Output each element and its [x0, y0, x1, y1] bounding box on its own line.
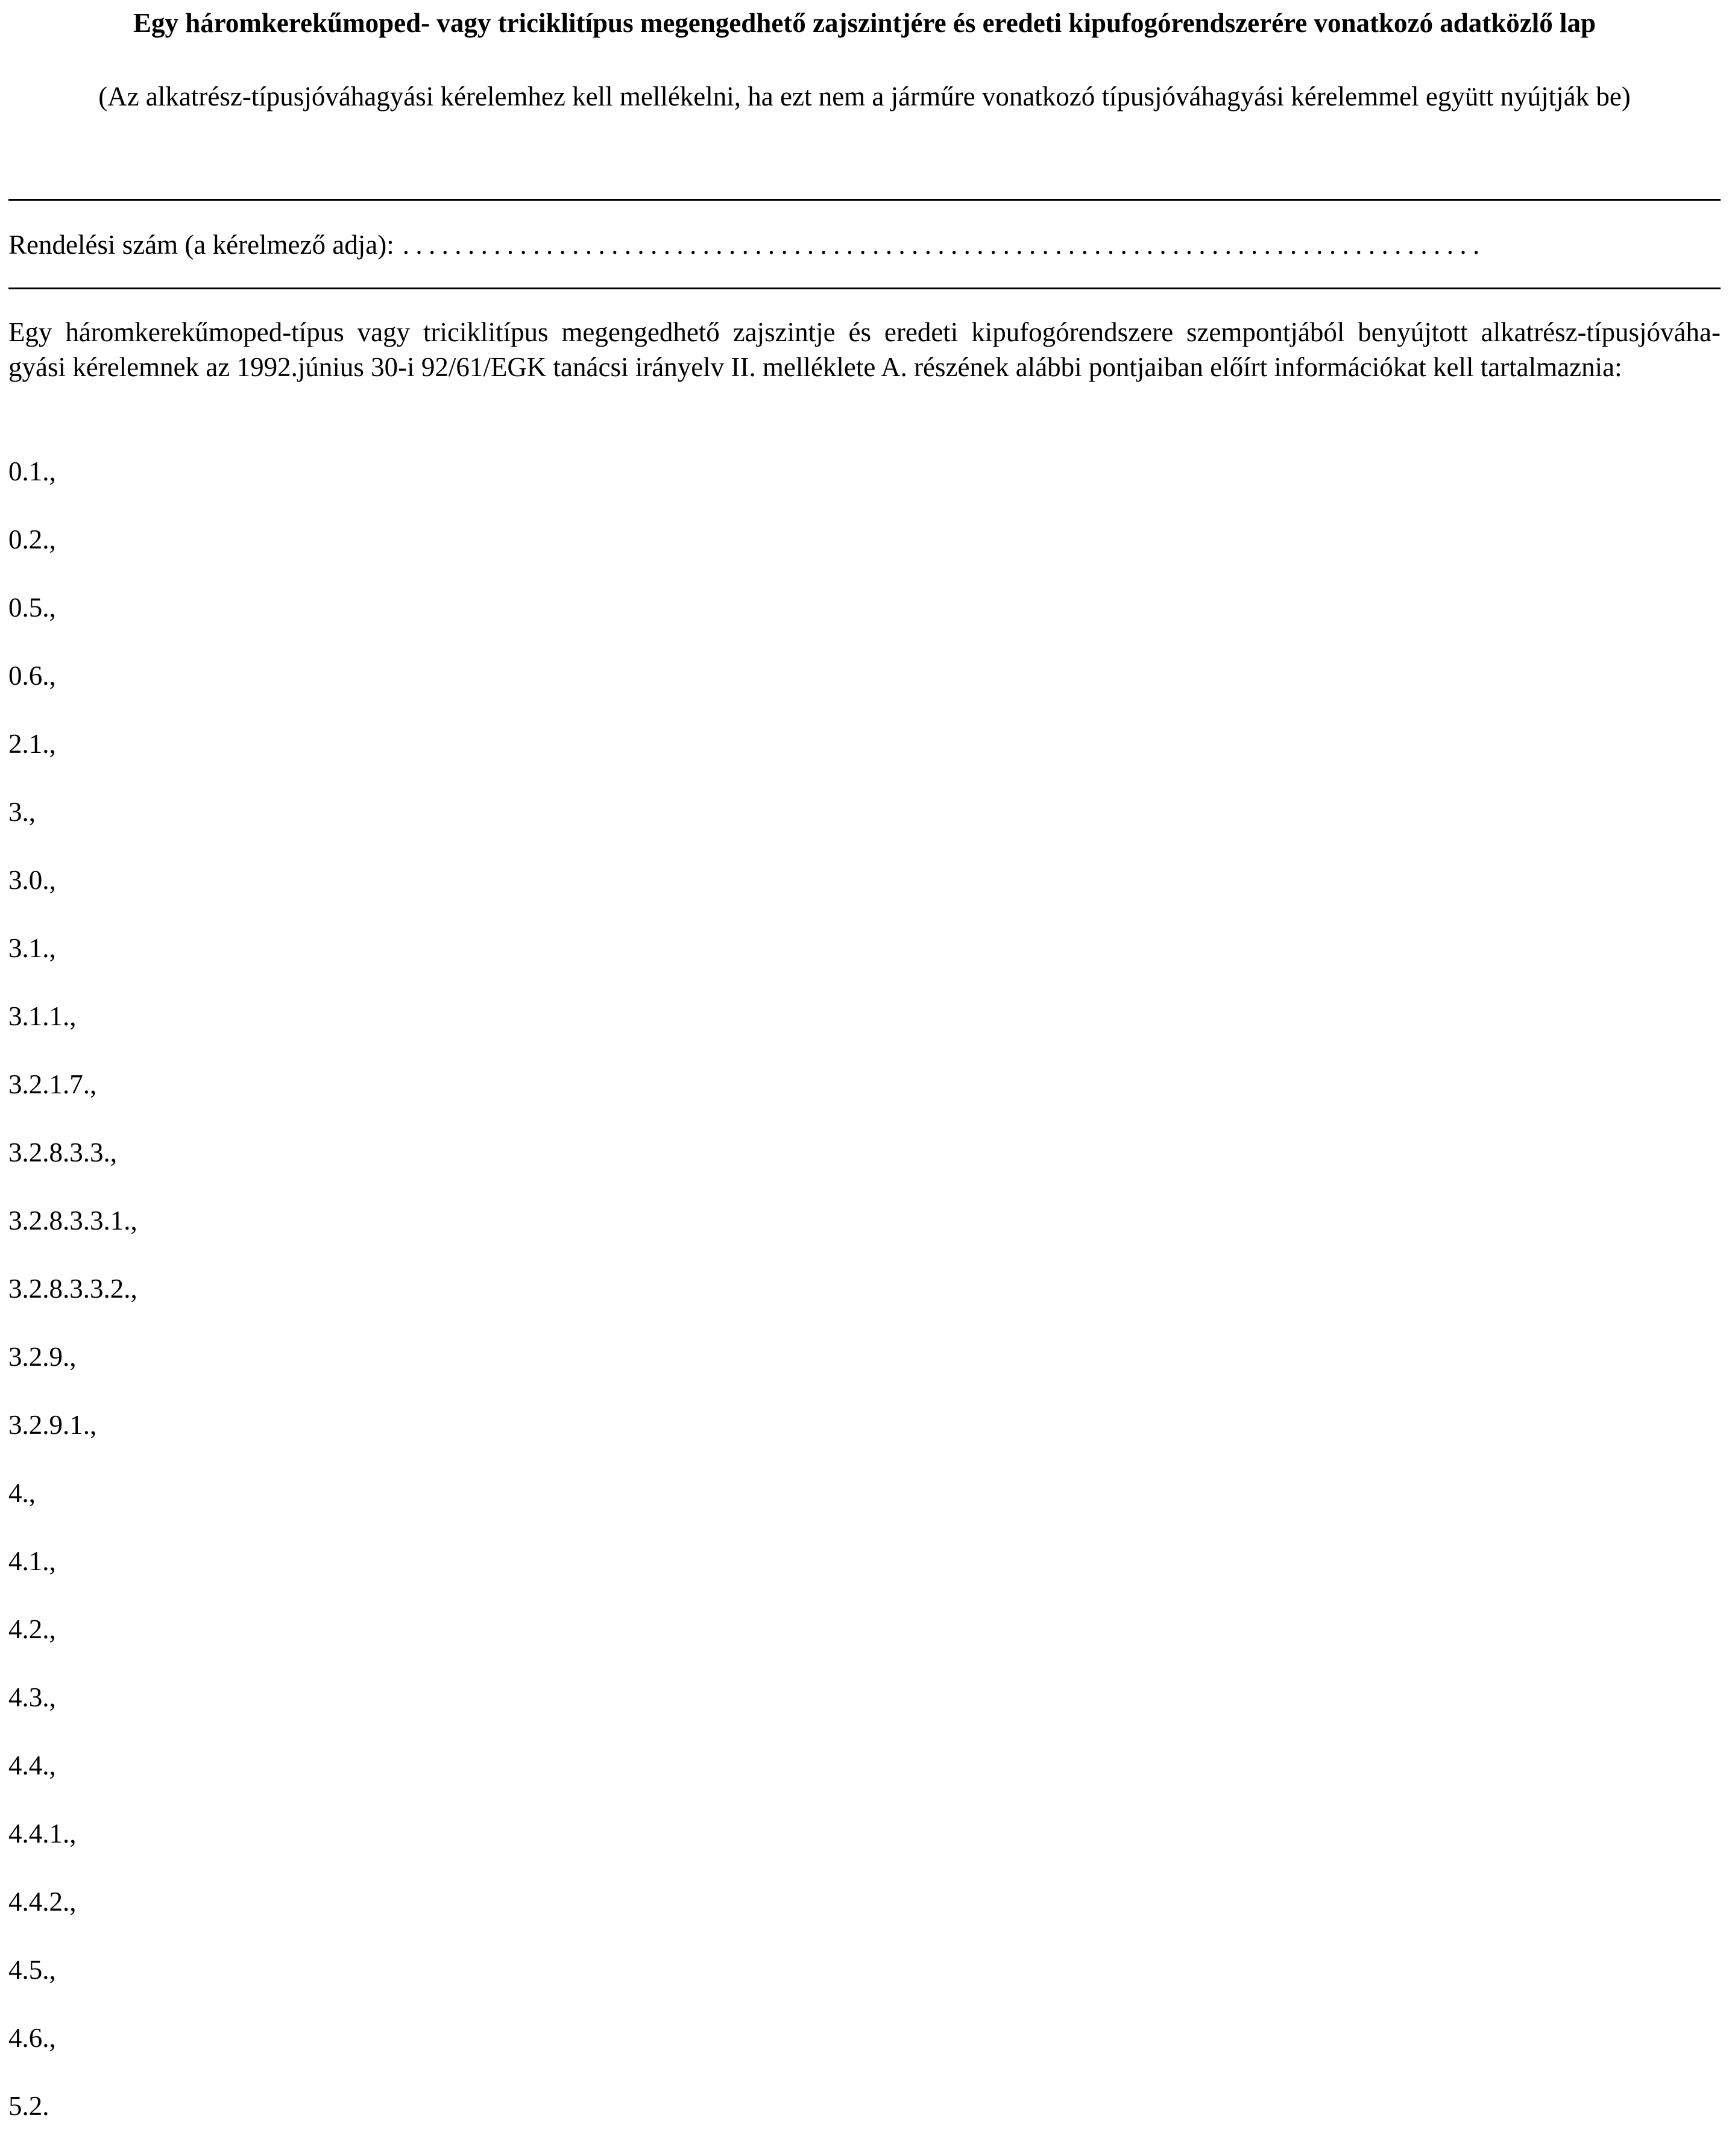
- point-item: 3.1.1.,: [8, 1001, 77, 1031]
- top-divider: [8, 199, 1721, 201]
- order-number-fill-dots: ...................................................................................: [402, 230, 1486, 260]
- order-number-line: [8, 223, 1721, 266]
- point-item: 4.3.,: [8, 1682, 56, 1712]
- point-item: 2.1.,: [8, 729, 56, 759]
- point-item: 4.,: [8, 1478, 36, 1508]
- point-item: 4.2.,: [8, 1614, 56, 1644]
- intro-line-2: gyási kérelemnek az 1992.június 30-i 92/61/EGK tanácsi irányelv II. melléklete A. részének alábbi pontjaiban előírt információkat kell tartalmaznia:: [8, 352, 1622, 382]
- point-item: 4.4.2.,: [8, 1887, 77, 1917]
- point-item: 4.5.,: [8, 1955, 56, 1985]
- document-subtitle: (Az alkatrész-típusjóváhagyási kérelemhez kell mellékelni, ha ezt nem a járműre vonatkozó típusjóváhagyási kérelemmel együtt nyújtják be): [98, 81, 1631, 112]
- required-points-list: [8, 453, 137, 2156]
- intro-line-1: Egy háromkerekűmoped-típus vagy triciklitípus megengedhető zajszintje és eredeti kipufogórendszere szempontjából benyújtott alkatrész-típusjóváha-: [8, 317, 1721, 347]
- document-title: Egy háromkerekűmoped- vagy triciklitípus megengedhető zajszintjére és eredeti kipufogórendszerére vonatkozó adatközlő lap: [133, 8, 1596, 38]
- point-item: 3.0.,: [8, 865, 56, 895]
- point-item: 4.6.,: [8, 2023, 56, 2053]
- point-item: 3.2.1.7.,: [8, 1069, 97, 1099]
- point-item: 3.,: [8, 797, 36, 827]
- point-item: 4.1.,: [8, 1546, 56, 1576]
- intro-paragraph: [8, 315, 1721, 385]
- point-item: 4.4.,: [8, 1750, 56, 1780]
- point-item: 3.2.8.3.3.2.,: [8, 1274, 137, 1304]
- point-item: 3.1.,: [8, 933, 56, 963]
- point-item: 3.2.8.3.3.,: [8, 1137, 117, 1168]
- point-item: 0.6.,: [8, 661, 56, 691]
- point-item: 3.2.8.3.3.1.,: [8, 1205, 137, 1236]
- point-item: 0.5.,: [8, 592, 56, 623]
- bottom-divider: [8, 288, 1721, 289]
- point-item: 3.2.9.1.,: [8, 1410, 97, 1440]
- point-item: 0.2.,: [8, 524, 56, 555]
- point-item: 4.4.1.,: [8, 1818, 77, 1849]
- point-item: 5.2.: [8, 2091, 49, 2121]
- order-number-label: Rendelési szám (a kérelmező adja):: [8, 230, 394, 260]
- point-item: 3.2.9.,: [8, 1342, 77, 1372]
- point-item: 0.1.,: [8, 456, 56, 486]
